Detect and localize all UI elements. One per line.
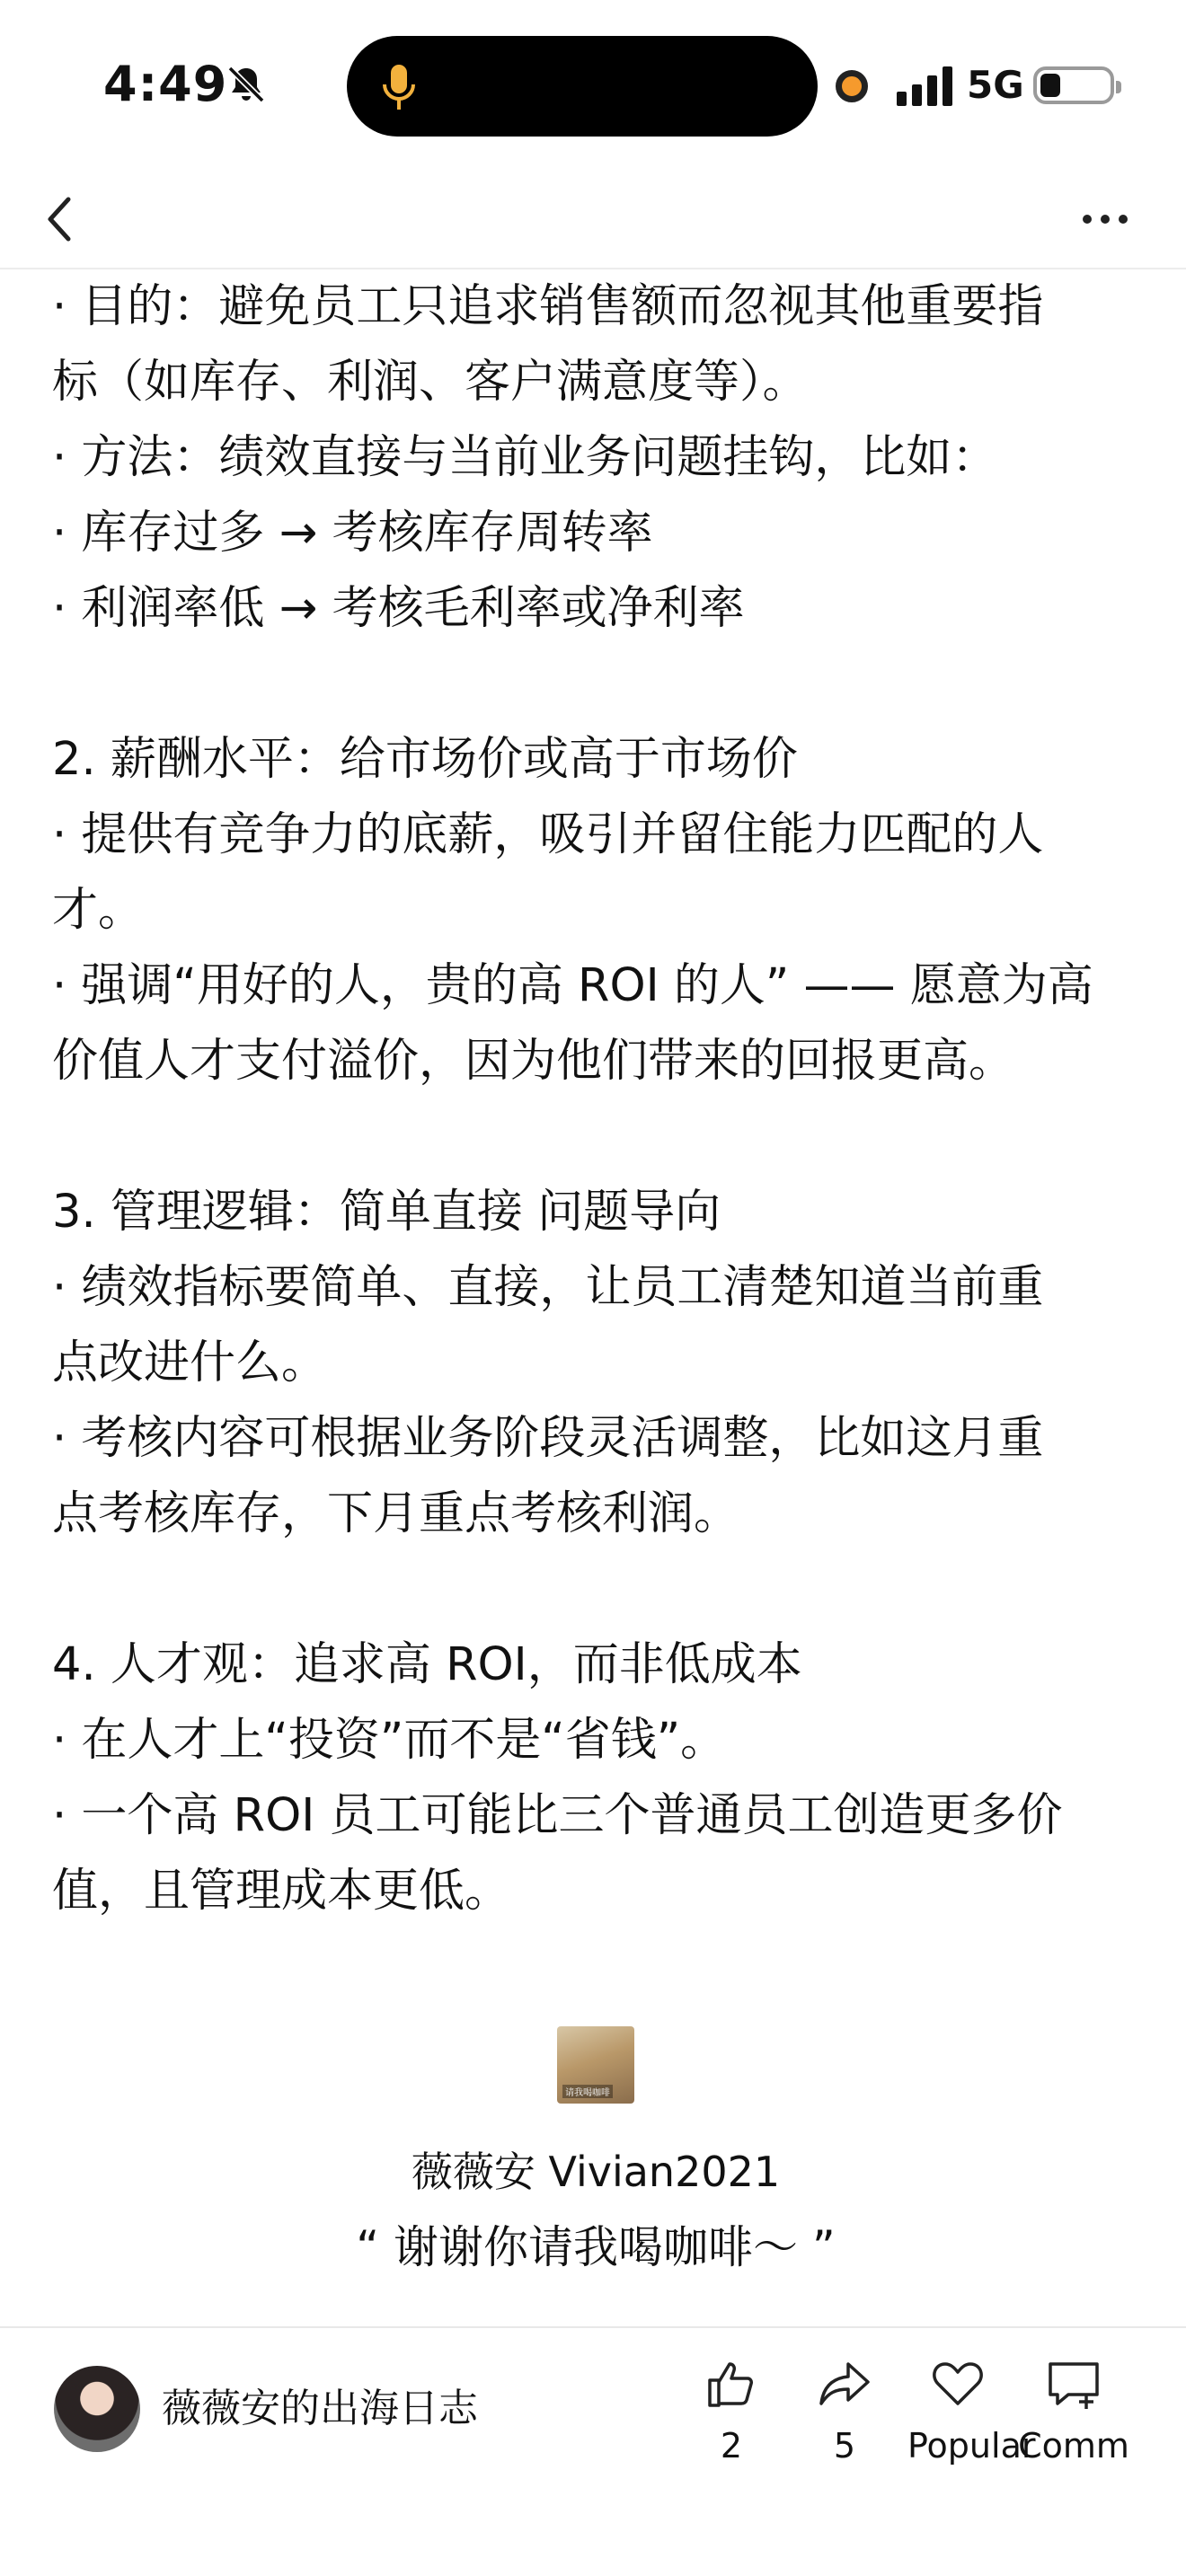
article-line: · 考核内容可根据业务阶段灵活调整，比如这月重 xyxy=(52,1412,1044,1465)
article-line: 点改进什么。 xyxy=(52,1337,328,1389)
more-horizontal-icon[interactable] xyxy=(1069,183,1141,255)
article-line: · 库存过多 → 考核库存周转率 xyxy=(52,507,653,560)
paragraph-gap xyxy=(52,647,1139,722)
article-line: 2. 薪酬水平：给市场价或高于市场价 xyxy=(52,733,798,786)
article-text xyxy=(52,269,1139,1929)
popular-label: Popular xyxy=(907,2426,1036,2466)
article-line: 价值人才支付溢价，因为他们带来的回报更高。 xyxy=(52,1035,1015,1088)
publication-name[interactable]: 薇薇安的出海日志 xyxy=(162,2386,478,2431)
article-line: · 方法：绩效直接与当前业务问题挂钩，比如： xyxy=(52,431,998,484)
article-line: · 提供有竞争力的底薪，吸引并留住能力匹配的人 xyxy=(52,808,1044,861)
article-line: · 绩效指标要简单、直接，让员工清楚知道当前重 xyxy=(52,1261,1044,1314)
status-bar xyxy=(0,0,1186,171)
bell-slash-icon xyxy=(225,63,268,106)
article-line: · 强调“用好的人，贵的高 ROI 的人” —— 愿意为高 xyxy=(52,959,1093,1012)
bottom-bar xyxy=(0,2326,1186,2576)
share-icon xyxy=(816,2355,873,2413)
microphone-icon xyxy=(377,61,420,113)
sticker-caption: 请我喝咖啡 xyxy=(562,2085,613,2098)
avatar[interactable] xyxy=(54,2366,140,2452)
share-button[interactable] xyxy=(791,2355,898,2468)
paragraph-gap xyxy=(52,1552,1139,1628)
cat-sticker-image[interactable] xyxy=(557,2026,634,2104)
article-line: · 目的：避免员工只追求销售额而忽视其他重要指 xyxy=(52,280,1044,333)
status-time: 4:49 xyxy=(103,56,228,112)
article-line: · 一个高 ROI 员工可能比三个普通员工创造更多价 xyxy=(52,1789,1063,1842)
network-type: 5G xyxy=(967,63,1024,107)
coffee-sticker[interactable] xyxy=(52,2026,1139,2102)
chevron-left-icon[interactable] xyxy=(36,183,108,255)
article-line: 值，且管理成本更低。 xyxy=(52,1865,511,1918)
recording-dot-icon xyxy=(836,70,868,102)
share-count: 5 xyxy=(833,2426,856,2466)
like-count: 2 xyxy=(720,2426,743,2466)
article-line: · 利润率低 → 考核毛利率或净利率 xyxy=(52,582,745,635)
nav-bar xyxy=(0,171,1186,269)
article-line: · 在人才上“投资”而不是“省钱”。 xyxy=(52,1714,727,1767)
author-name[interactable]: 薇薇安 Vivian2021 xyxy=(411,2148,781,2196)
signal-bars-icon xyxy=(895,65,956,106)
paragraph-gap xyxy=(52,1099,1139,1175)
comment-button[interactable] xyxy=(1015,2355,1132,2468)
thumbs-up-icon xyxy=(703,2355,760,2413)
like-button[interactable] xyxy=(677,2355,785,2468)
article-line: 才。 xyxy=(52,884,145,937)
comment-plus-icon xyxy=(1045,2355,1102,2413)
heart-icon xyxy=(929,2355,987,2413)
article-body xyxy=(52,269,1139,2326)
battery-icon xyxy=(1033,66,1114,104)
article-line: 标（如库存、利润、客户满意度等）。 xyxy=(52,356,809,409)
article-line: 4. 人才观：追求高 ROI，而非低成本 xyxy=(52,1638,802,1691)
popular-button[interactable] xyxy=(907,2355,1036,2468)
article-line: 3. 管理逻辑：简单直接 问题导向 xyxy=(52,1186,721,1239)
comment-label: Comm xyxy=(1018,2426,1129,2466)
support-text: “ 谢谢你请我喝咖啡～ ” xyxy=(356,2221,836,2273)
article-line: 点考核库存，下月重点考核利润。 xyxy=(52,1487,740,1540)
